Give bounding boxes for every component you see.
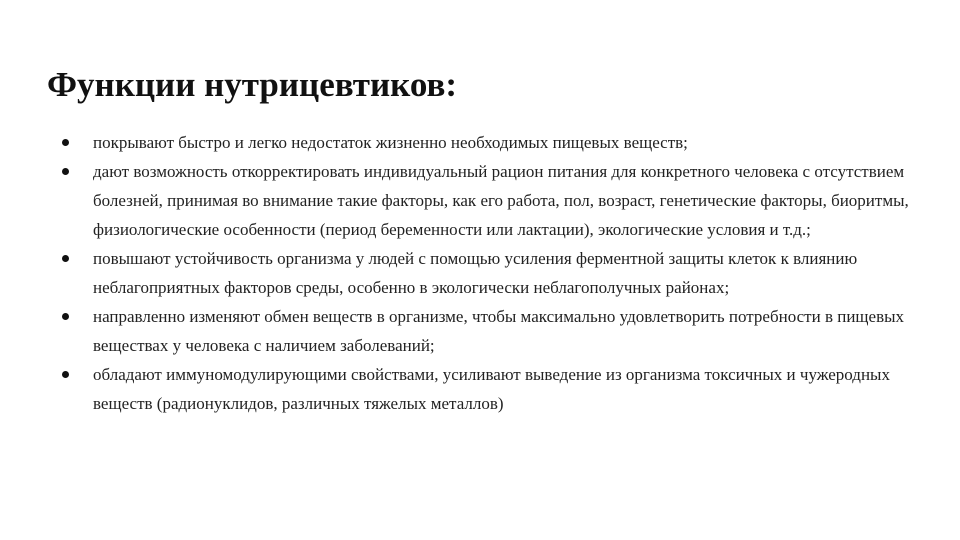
bullet-item (93, 244, 923, 302)
bullet-dot-icon (62, 139, 69, 146)
bullet-text: направленно изменяют обмен веществ в организме, чтобы максимально удовлетворить потребности в пищевых веществах у человека с наличием заболеваний; (93, 307, 905, 355)
slide-title: Функции нутрицевтиков: (47, 65, 458, 104)
bullet-dot-icon (62, 255, 69, 262)
bullet-text: обладают иммуномодулирующими свойствами, усиливают выведение из организма токсичных и чужеродных веществ (радионуклидов, различных тяжелых металлов) (93, 365, 890, 413)
bullet-dot-icon (62, 371, 69, 378)
bullet-dot-icon (62, 313, 69, 320)
bullet-item (93, 302, 923, 360)
bullet-item (93, 360, 923, 418)
bullet-list (93, 128, 923, 418)
bullet-text: повышают устойчивость организма у людей с помощью усиления ферментной защиты клеток к влиянию неблагоприятных факторов среды, особенно в экологически неблагополучных районах; (93, 249, 858, 297)
bullet-item (93, 128, 923, 157)
bullet-text: дают возможность откорректировать индивидуальный рацион питания для конкретного человека с отсутствием болезней, принимая во внимание такие факторы, как его работа, пол, возраст, генетические факторы, биоритмы, физиологические особенности (период беременности или лактации), экологические условия и т.д.; (93, 162, 909, 239)
bullet-dot-icon (62, 168, 69, 175)
bullet-item (93, 157, 923, 244)
bullet-text: покрывают быстро и легко недостаток жизненно необходимых пищевых веществ; (93, 133, 688, 152)
